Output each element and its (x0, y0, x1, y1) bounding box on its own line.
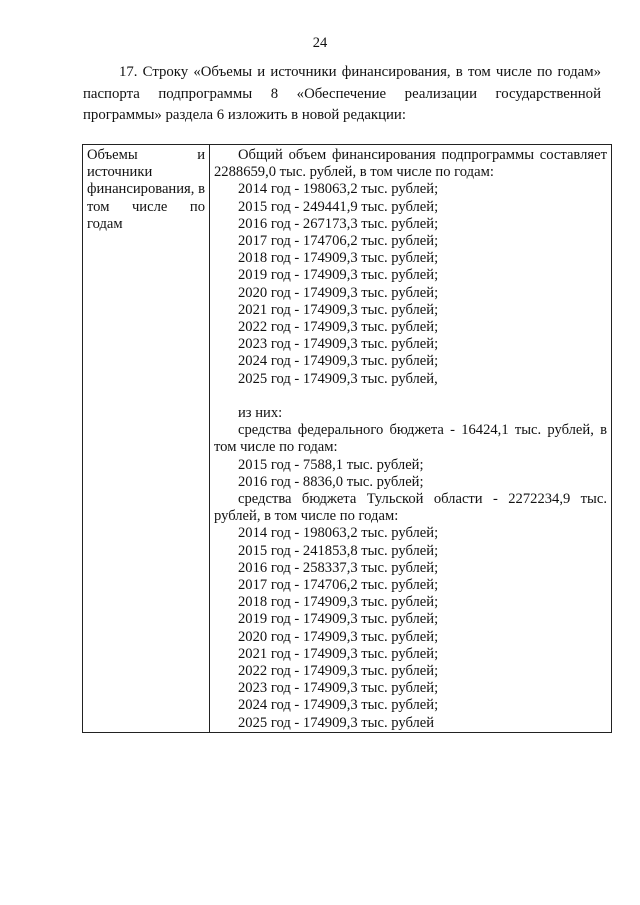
page-number: 24 (312, 35, 328, 51)
intro-paragraph: 17. Строку «Объемы и источники финансирования, в том числе по годам» паспорта подпрограммы 8 «Обеспечение реализации государственной программы» раздела 6 изложить в новой редакции: (83, 64, 601, 123)
funding-label: Объемы и источники финансирования, в том числе по годам (87, 147, 205, 232)
total-year-line: 2016 год - 267173,3 тыс. рублей; (238, 215, 439, 232)
regional-year-line: 2021 год - 174909,3 тыс. рублей; (238, 645, 439, 662)
regional-year-line: 2018 год - 174909,3 тыс. рублей; (238, 594, 439, 611)
of-them-label: из них: (238, 405, 283, 422)
passport-table (82, 144, 612, 733)
total-year-line: 2019 год - 174909,3 тыс. рублей; (238, 267, 439, 284)
regional-year-line: 2016 год - 258337,3 тыс. рублей; (238, 559, 439, 576)
total-year-line: 2020 год - 174909,3 тыс. рублей; (238, 284, 439, 301)
federal-year-line: 2015 год - 7588,1 тыс. рублей; (238, 456, 424, 473)
total-year-line: 2025 год - 174909,3 тыс. рублей, (238, 370, 438, 387)
regional-year-line: 2019 год - 174909,3 тыс. рублей; (238, 611, 439, 628)
regional-year-line: 2017 год - 174706,2 тыс. рублей; (238, 577, 439, 594)
total-year-line: 2018 год - 174909,3 тыс. рублей; (238, 250, 439, 267)
regional-year-line: 2022 год - 174909,3 тыс. рублей; (238, 663, 439, 680)
federal-intro: средства федерального бюджета - 16424,1 тыс. рублей, в том числе по годам: (214, 422, 607, 456)
total-year-line: 2014 год - 198063,2 тыс. рублей; (238, 181, 439, 198)
regional-intro: средства бюджета Тульской области - 2272234,9 тыс. рублей, в том числе по годам: (214, 491, 607, 525)
table-row (83, 145, 612, 733)
regional-year-line: 2024 год - 174909,3 тыс. рублей; (238, 697, 439, 714)
total-year-line: 2023 год - 174909,3 тыс. рублей; (238, 336, 439, 353)
regional-year-line: 2025 год - 174909,3 тыс. рублей (238, 714, 435, 731)
right-cell (210, 145, 612, 733)
total-year-line: 2024 год - 174909,3 тыс. рублей; (238, 353, 439, 370)
total-year-line: 2022 год - 174909,3 тыс. рублей; (238, 319, 439, 336)
regional-year-line: 2014 год - 198063,2 тыс. рублей; (238, 525, 439, 542)
regional-year-line: 2020 год - 174909,3 тыс. рублей; (238, 628, 439, 645)
total-intro: Общий объем финансирования подпрограммы составляет 2288659,0 тыс. рублей, в том числе по годам: (214, 147, 607, 181)
total-year-line: 2021 год - 174909,3 тыс. рублей; (238, 301, 439, 318)
federal-year-line: 2016 год - 8836,0 тыс. рублей; (238, 473, 424, 490)
regional-year-line: 2023 год - 174909,3 тыс. рублей; (238, 680, 439, 697)
left-cell (83, 145, 210, 733)
total-year-line: 2015 год - 249441,9 тыс. рублей; (238, 198, 439, 215)
regional-year-line: 2015 год - 241853,8 тыс. рублей; (238, 542, 439, 559)
total-year-line: 2017 год - 174706,2 тыс. рублей; (238, 233, 439, 250)
spacer (214, 388, 607, 405)
